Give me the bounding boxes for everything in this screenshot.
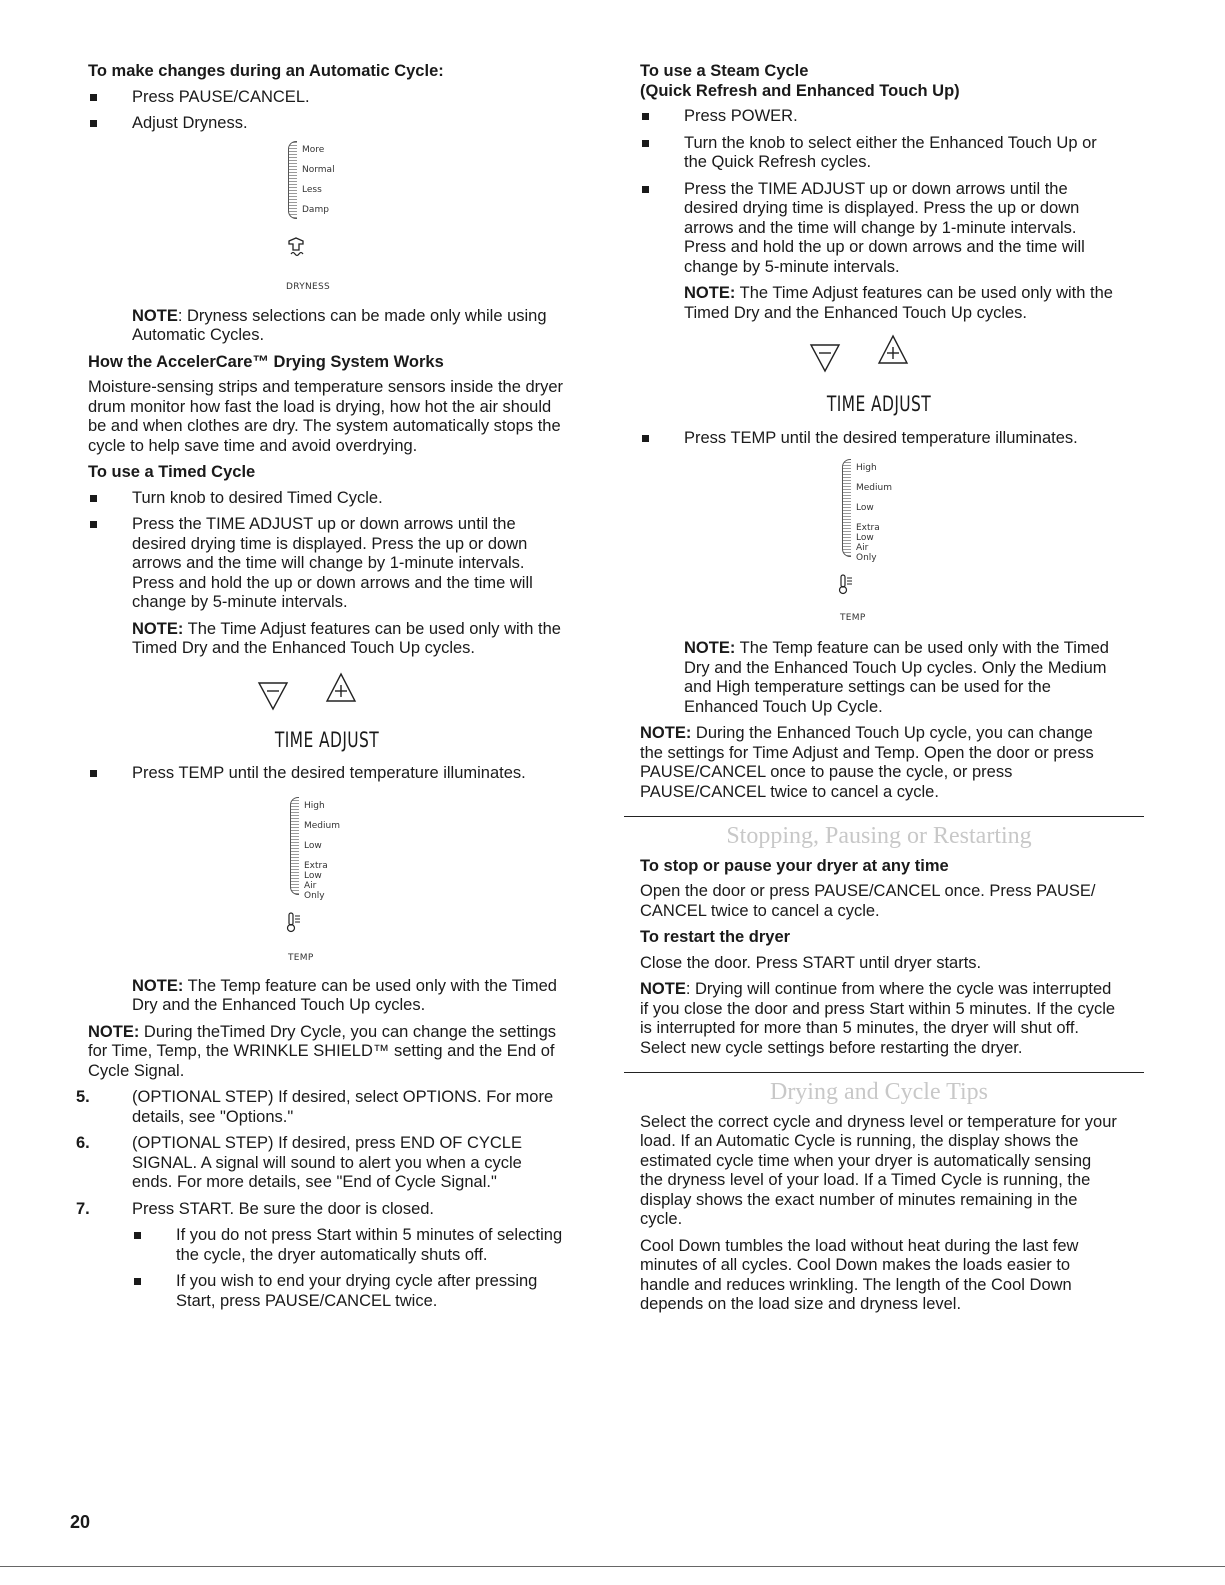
- note-during-timed: [88, 1023, 566, 1082]
- temp-caption: TEMP: [288, 952, 314, 963]
- note-temp: [88, 977, 566, 1016]
- bullet-temp: Press TEMP until the desired temperature illuminates.: [88, 764, 566, 784]
- bullet-start-5min: If you do not press Start within 5 minutes of selecting the cycle, the dryer automatically shuts off.: [132, 1226, 566, 1265]
- time-adjust-caption: TIME ADJUST: [826, 392, 932, 416]
- heading-restart: To restart the dryer: [640, 928, 791, 946]
- temp-level: Air Only: [304, 880, 325, 901]
- bullet-adjust-dryness: Adjust Dryness.: [88, 114, 566, 134]
- note-label: NOTE:: [684, 639, 736, 657]
- section-title-tips: Drying and Cycle Tips: [769, 1079, 988, 1105]
- temp-level: Low: [856, 503, 874, 513]
- note-text: The Time Adjust features can be used only with the Timed Dry and the Enhanced Touch Up cycles.: [684, 284, 1113, 322]
- paragraph-restart: Close the door. Press START until dryer starts.: [640, 953, 982, 972]
- heading-steam-subtitle: (Quick Refresh and Enhanced Touch Up): [640, 81, 960, 100]
- temp-graphic: [88, 791, 566, 971]
- time-adjust-caption: TIME ADJUST: [274, 727, 380, 752]
- note-text: During theTimed Dry Cycle, you can change the settings for Time, Temp, the WRINKLE SHIELD™ setting and the End of Cycle Signal.: [88, 1022, 557, 1080]
- temp-level: Medium: [304, 820, 340, 831]
- note-time-adjust: [640, 284, 1118, 323]
- step-7: [76, 1199, 566, 1220]
- step-text: (OPTIONAL STEP) If desired, select OPTIONS. For more details, see "Options.": [132, 1088, 554, 1126]
- paragraph-stop-pause: Open the door or press PAUSE/CANCEL once. Press PAUSE/ CANCEL twice to cancel a cycle.: [640, 882, 1096, 920]
- step-number: 5.: [76, 1088, 90, 1106]
- temp-level: Medium: [856, 483, 892, 493]
- page-bottom-rule: [0, 1566, 1225, 1567]
- temp-level: Extra Low: [304, 860, 328, 881]
- dryness-level: More: [302, 144, 325, 155]
- step-6: [76, 1134, 566, 1193]
- dryness-icon: [285, 236, 307, 258]
- temp-graphic: [640, 455, 1118, 633]
- bullet-select-cycle: Turn the knob to select either the Enhanced Touch Up or the Quick Refresh cycles.: [640, 134, 1118, 173]
- note-during-touchup: [640, 724, 1118, 802]
- bullet-pause: Press PAUSE/CANCEL.: [88, 88, 566, 108]
- time-up-icon: [876, 333, 910, 369]
- note-text: The Temp feature can be used only with the Timed Dry and the Enhanced Touch Up cycles.: [132, 976, 557, 1014]
- temp-level: Low: [304, 840, 322, 851]
- time-down-icon: [808, 339, 842, 375]
- right-column: [640, 62, 1118, 1322]
- heading-accelercare: How the AccelerCare™ Drying System Works: [88, 352, 444, 371]
- step-number: 7.: [76, 1199, 90, 1218]
- note-text: : Dryness selections can be made only while using Automatic Cycles.: [132, 306, 547, 344]
- paragraph-tips-2: Cool Down tumbles the load without heat during the last few minutes of all cycles. Cool Down makes the loads easier to handle and reduces wrinkling. The length of the Cool Down depends on the load size and dryness level.: [640, 1236, 1079, 1313]
- dryness-level: Less: [302, 184, 322, 195]
- left-column: [76, 62, 566, 1318]
- note-label: NOTE:: [88, 1022, 140, 1041]
- bullet-time-adjust: Press the TIME ADJUST up or down arrows until the desired drying time is displayed. Press the up or down arrows and the time will change by 1-minute intervals. Press and hold the up or down arrows and the time will change by 5-minute intervals.: [88, 515, 566, 613]
- page-number: 20: [70, 1512, 91, 1532]
- bullet-end-cycle: If you wish to end your drying cycle after pressing Start, press PAUSE/CANCEL twice.: [132, 1272, 566, 1311]
- dryness-caption: DRYNESS: [286, 281, 331, 292]
- note-text: The Temp feature can be used only with the Timed Dry and the Enhanced Touch Up cycles. Only the Medium and High temperature settings can be used for the Enhanced Touch Up Cycle.: [684, 639, 1109, 716]
- heading-timed-cycle: To use a Timed Cycle: [88, 463, 256, 481]
- note-dryness: [88, 307, 566, 346]
- time-up-icon: [324, 671, 358, 707]
- note-restart: [640, 980, 1118, 1058]
- thermometer-icon: [286, 911, 302, 933]
- temp-caption: TEMP: [840, 613, 866, 623]
- time-adjust-icons: [640, 333, 1118, 389]
- heading-stop-pause: To stop or pause your dryer at any time: [640, 856, 949, 875]
- note-text: During the Enhanced Touch Up cycle, you can change the settings for Time Adjust and Temp. Open the door or press PAUSE/CANCEL once to pause the cycle, or press PAUSE/CANCEL twice to cancel a cycle.: [640, 724, 1094, 801]
- note-label: NOTE: [132, 306, 178, 325]
- note-temp: [640, 639, 1118, 717]
- temp-level: Extra Low: [856, 523, 880, 543]
- note-label: NOTE:: [640, 724, 692, 742]
- thermometer-icon: [838, 573, 854, 595]
- note-label: NOTE: [640, 980, 686, 998]
- step-number: 6.: [76, 1134, 90, 1152]
- heading-steam-cycle: To use a Steam Cycle: [640, 62, 809, 80]
- section-divider: [624, 816, 1144, 817]
- note-label: NOTE:: [684, 284, 736, 302]
- dryness-graphic: [88, 141, 566, 301]
- note-label: NOTE:: [132, 619, 184, 638]
- bullet-time-adjust: Press the TIME ADJUST up or down arrows until the desired drying time is displayed. Press the up or down arrows and the time will change by 1-minute intervals. Press and hold the up or down arrows and the time will change by 5-minute intervals.: [640, 180, 1118, 278]
- dryness-level: Damp: [302, 204, 329, 215]
- paragraph-accelercare: Moisture-sensing strips and temperature sensors inside the dryer drum monitor how fast the load is drying, how hot the air should be and when clothes are dry. The system automatically stops the cycle to help save time and avoid overdrying.: [88, 378, 564, 455]
- section-divider: [624, 1072, 1144, 1073]
- time-down-icon: [256, 677, 290, 713]
- step-text: (OPTIONAL STEP) If desired, press END OF CYCLE SIGNAL. A signal will sound to alert you when a cycle ends. For more details, see "End of Cycle Signal.": [132, 1134, 522, 1191]
- section-title-stopping: Stopping, Pausing or Restarting: [726, 823, 1032, 849]
- step-text: Press START. Be sure the door is closed.: [132, 1199, 435, 1218]
- paragraph-tips-1: Select the correct cycle and dryness level or temperature for your load. If an Automatic Cycle is running, the display shows the estimated cycle time when your dryer is automatically sensing the dryness level of your load. If a Timed Cycle is running, the display shows the exact number of minutes remaining in the cycle.: [640, 1112, 1117, 1228]
- heading-automatic-changes: To make changes during an Automatic Cycle:: [88, 62, 444, 80]
- note-time-adjust: [88, 620, 566, 659]
- note-label: NOTE:: [132, 976, 184, 995]
- bullet-power: Press POWER.: [640, 107, 1118, 127]
- time-adjust-icons: [88, 669, 566, 725]
- temp-level: Air Only: [856, 543, 877, 563]
- step-5: [76, 1088, 566, 1127]
- note-text: The Time Adjust features can be used only with the Timed Dry and the Enhanced Touch Up cycles.: [132, 619, 561, 657]
- temp-level: High: [856, 463, 877, 473]
- temp-level: High: [304, 800, 325, 811]
- bullet-turn-knob: Turn knob to desired Timed Cycle.: [88, 489, 566, 509]
- bullet-temp: Press TEMP until the desired temperature illuminates.: [640, 429, 1118, 449]
- dryness-level: Normal: [302, 164, 335, 175]
- note-text: : Drying will continue from where the cycle was interrupted if you close the door and press Start within 5 minutes. If the cycle is interrupted for more than 5 minutes, the dryer will shut off. Select new cycle settings before restarting the dryer.: [640, 980, 1116, 1057]
